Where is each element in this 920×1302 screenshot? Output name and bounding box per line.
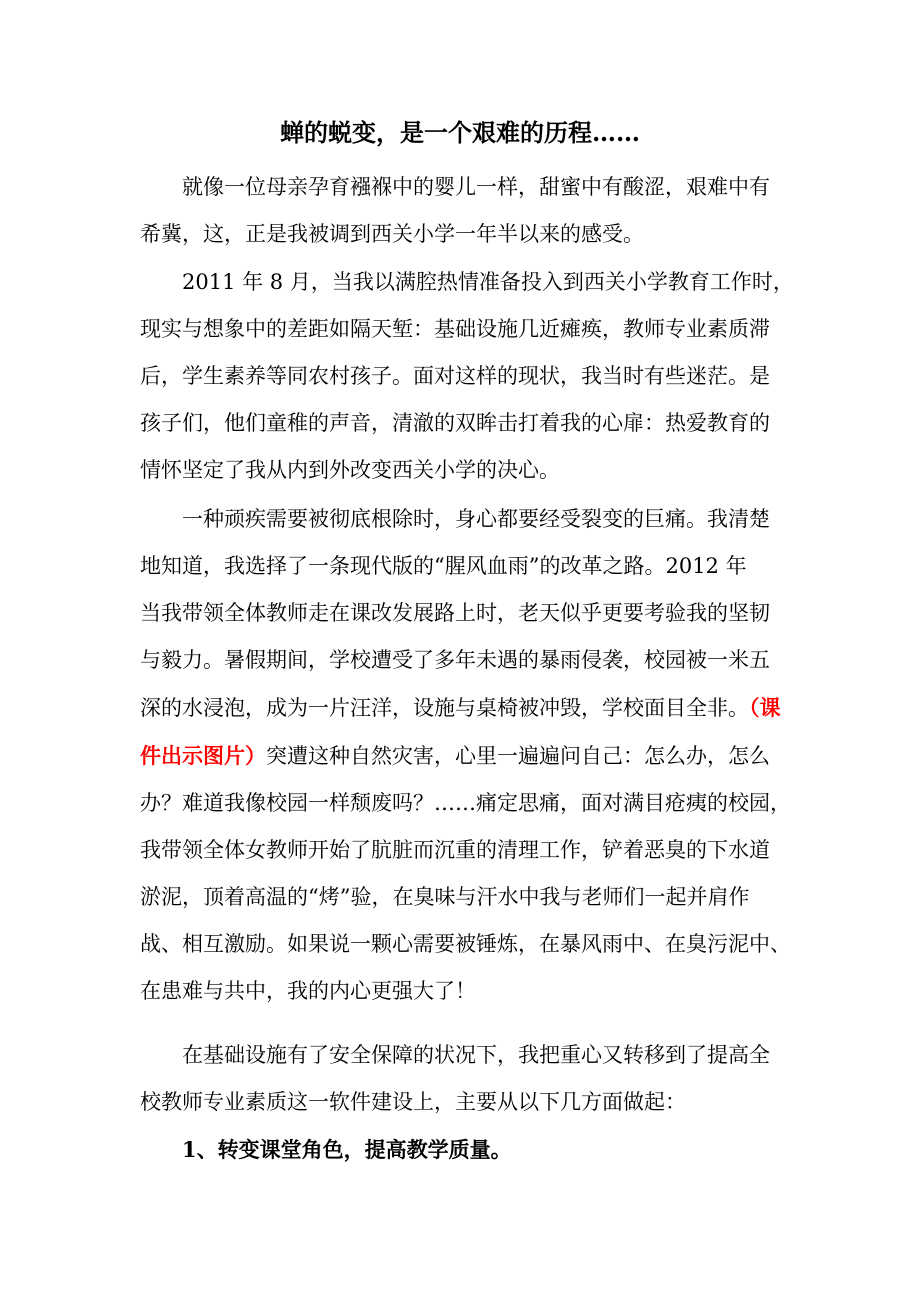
paragraph-line: 2011 年 8 月，当我以满腔热情准备投入到西关小学教育工作时，	[182, 270, 794, 294]
paragraph-line: 淤泥，顶着高温的“烤”验，在臭味与汗水中我与老师们一起并肩作	[140, 885, 750, 909]
paragraph-line: 就像一位母亲孕育襁褓中的婴儿一样，甜蜜中有酸涩，艰难中有	[182, 175, 770, 199]
courseware-note-red: （课	[749, 695, 781, 720]
document-title: 蝉的蜕变，是一个艰难的历程……	[280, 118, 640, 147]
paragraph-2	[140, 259, 794, 494]
paragraph-line: 一种顽疾需要被彻底根除时，身心都要经受裂变的巨痛。我清楚	[182, 507, 770, 531]
paragraph-line: 在患难与共中，我的内心更强大了！	[140, 979, 476, 1003]
paragraph-line: 希冀，这，正是我被调到西关小学一年半以来的感受。	[140, 222, 644, 246]
paragraph-line: 孩子们，他们童稚的声音，清澈的双眸击打着我的心扉：热爱教育的	[140, 411, 770, 435]
paragraph-line: 后，学生素养等同农村孩子。面对这样的现状，我当时有些迷茫。是	[140, 364, 770, 388]
paragraph-line: 校教师专业素质这一软件建设上，主要从以下几方面做起：	[140, 1090, 686, 1114]
paragraph-line: 当我带领全体教师走在课改发展路上时，老天似乎更要考验我的坚韧	[140, 601, 770, 625]
paragraph-1	[140, 164, 790, 258]
paragraph-line: 现实与想象中的差距如隔天堑：基础设施几近瘫痪，教师专业素质滞	[140, 317, 770, 341]
section-heading: 1、转变课堂角色，提高教学质量。	[182, 1137, 512, 1162]
paragraph-line: 战、相互激励。如果说一颗心需要被锤炼，在暴风雨中、在臭污泥中、	[140, 932, 791, 956]
paragraph-line: 地知道，我选择了一条现代版的“腥风血雨”的改革之路。2012 年	[140, 554, 747, 578]
paragraph-3	[140, 496, 790, 1015]
paragraph-line: 与毅力。暑假期间，学校遭受了多年未遇的暴雨侵袭，校园被一米五	[140, 648, 770, 672]
paragraph-line	[140, 732, 790, 780]
paragraph-4	[140, 1032, 790, 1126]
paragraph-text: 突遭这种自然灾害，心里一遍遍问自己：怎么办，怎么	[266, 744, 770, 768]
courseware-note-red: 件出示图片）	[140, 743, 266, 768]
paragraph-line: 办？难道我像校园一样颓废吗？……痛定思痛，面对满目疮痍的校园，	[140, 791, 791, 815]
paragraph-line: 我带领全体女教师开始了肮脏而沉重的清理工作，铲着恶臭的下水道	[140, 838, 770, 862]
paragraph-line: 在基础设施有了安全保障的状况下，我把重心又转移到了提高全	[182, 1043, 770, 1067]
paragraph-line: 情怀坚定了我从内到外改变西关小学的决心。	[140, 458, 560, 482]
paragraph-text: 深的水浸泡，成为一片汪洋，设施与桌椅被冲毁，学校面目全非。	[140, 696, 749, 720]
paragraph-line	[140, 684, 790, 732]
